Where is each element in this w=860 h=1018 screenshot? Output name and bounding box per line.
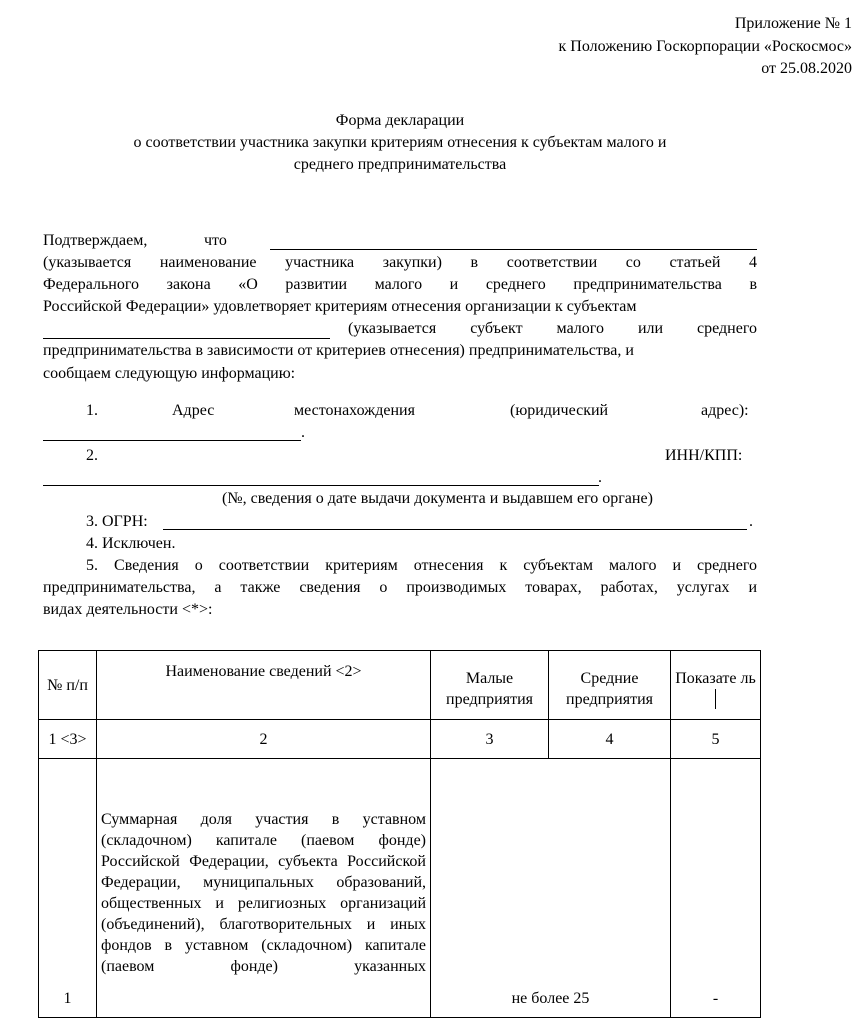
item5-line-1: 5. Сведения о соответствии критериям отнесения к субъектам малого и среднего <box>86 557 757 574</box>
ogrn-field[interactable] <box>163 529 747 530</box>
para1-line-7: сообщаем следующую информацию: <box>43 365 296 382</box>
item1-number: 1. <box>86 402 98 419</box>
address-field[interactable] <box>43 440 301 441</box>
item5-line-2: предпринимательства, а также сведения о производимых товарах, работах, услугах и <box>43 579 757 596</box>
header-line-3: от 25.08.2020 <box>761 60 852 77</box>
item2-label: ИНН/КПП: <box>665 447 743 464</box>
num-cell: 5 <box>671 720 761 759</box>
header-line-2: к Положению Госкорпорации «Роскосмос» <box>558 38 852 55</box>
ogrn-dot: . <box>749 513 753 530</box>
header-number-label: № п/п <box>47 676 88 694</box>
item1-word-c: (юридический <box>510 402 609 419</box>
inn-kpp-field[interactable] <box>43 485 599 486</box>
num-cell: 4 <box>549 720 671 759</box>
item1-word-a: Адрес <box>172 402 215 419</box>
header-name-label: Наименование сведений <2> <box>165 663 362 680</box>
item2-number: 2. <box>86 447 98 464</box>
row-number: 1 <box>39 759 97 1018</box>
header-cell-small <box>431 651 549 720</box>
para1-line-4: Российской Федерации» удовлетворяет критериям отнесения организации к субъектам <box>43 298 637 315</box>
header-cell-name <box>97 651 431 720</box>
header-medium-label: Средние предприятия <box>566 670 653 708</box>
para1-line-2: (указывается наименование участника закупки) в соответствии со статьей 4 <box>43 254 757 271</box>
table-row <box>39 759 761 1018</box>
item5-line-3: видах деятельности <*>: <box>43 601 213 618</box>
inn-dot: . <box>598 469 602 486</box>
confirm-word: Подтверждаем, <box>43 232 148 249</box>
header-small-label: Малые предприятия <box>446 670 533 708</box>
item1-word-d: адрес): <box>701 402 749 419</box>
para1-line-5: (указывается субъект малого или среднего <box>348 320 757 337</box>
confirm-that: что <box>204 232 227 249</box>
header-cell-indicator <box>671 651 761 720</box>
table-number-row <box>39 720 761 759</box>
title-line-2: о соответствии участника закупки критериям отнесения к субъектам малого и <box>133 134 667 151</box>
title-line-3: среднего предпринимательства <box>293 156 507 173</box>
para1-line-3: Федерального закона «О развитии малого и среднего предпринимательства в <box>43 276 757 293</box>
num-cell: 2 <box>97 720 431 759</box>
header-line-1: Приложение № 1 <box>734 15 852 32</box>
header-cell-medium <box>549 651 671 720</box>
para1-line-6: предпринимательства в зависимости от критериев отнесения) предпринимательства, и <box>43 342 634 359</box>
sme-category-field[interactable] <box>43 338 330 339</box>
address-dot: . <box>301 424 305 441</box>
participant-name-field[interactable] <box>270 249 757 250</box>
row-criterion-cell <box>97 759 431 1018</box>
header-indicator-label: Показате ль <box>675 669 756 687</box>
row-criterion-text: Суммарная доля участия в уставном (складочном) капитале (паевом фонде) Российской Федерации, субъекта Российской Федерации, муниципальных образований, общественных и религиозных организаций (объединений), благотворительных и иных фондов в уставном (складочном) капитале (паевом фонде) указанных <box>101 811 426 975</box>
item4-label: 4. Исключен. <box>86 535 176 552</box>
text-cursor <box>715 689 716 709</box>
title-line-1: Форма декларации <box>335 112 465 129</box>
header-cell-number <box>39 651 97 720</box>
row-indicator: - <box>671 759 761 1018</box>
num-cell: 3 <box>431 720 549 759</box>
num-cell: 1 <3> <box>39 720 97 759</box>
item1-word-b: местонахождения <box>294 402 415 419</box>
table-header-row <box>39 651 761 720</box>
item3-label: 3. ОГРН: <box>86 513 148 530</box>
criteria-table <box>38 650 761 1018</box>
item2-note: (№, сведения о дате выдачи документа и выдавшем его органе) <box>222 490 653 507</box>
row-value: не более 25 <box>431 759 671 1018</box>
